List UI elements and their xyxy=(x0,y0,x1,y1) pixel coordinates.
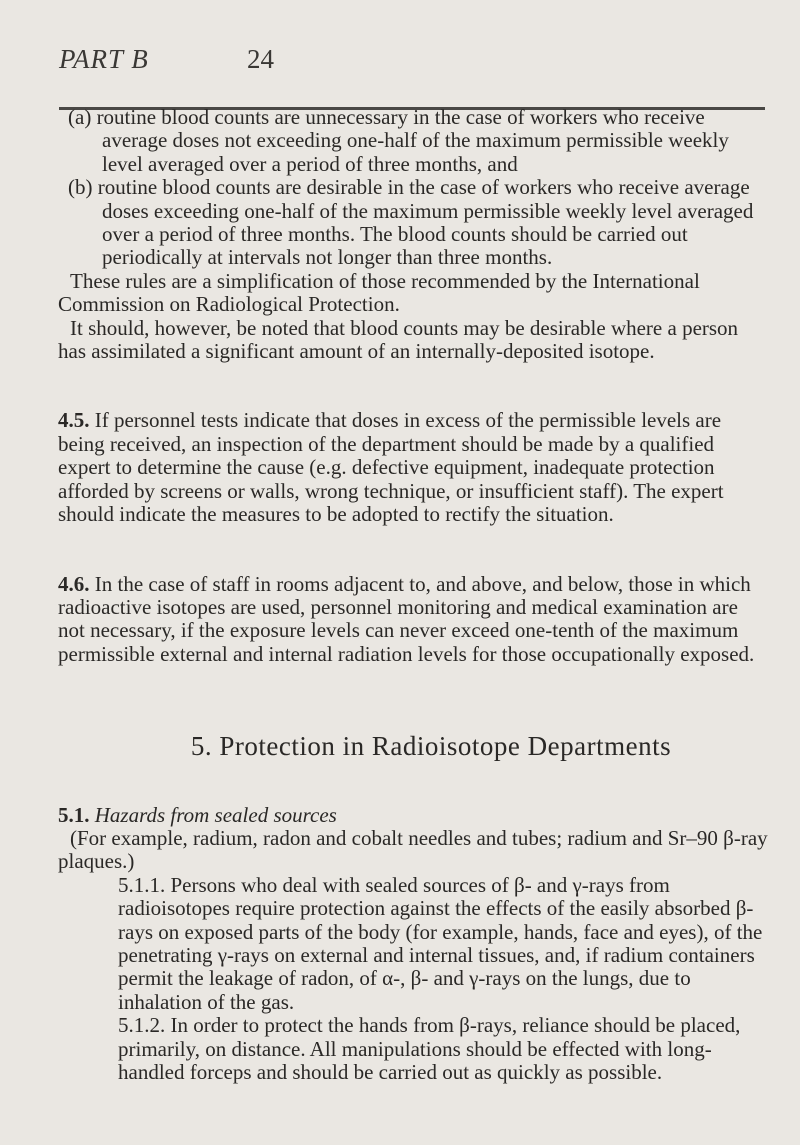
item-b xyxy=(68,176,768,270)
section-4-6-number: 4.6. xyxy=(58,571,90,596)
section-5-1-1-number: 5.1.1. xyxy=(118,872,166,897)
section-5-1-1-text: Persons who deal with sealed sources of β- and γ-rays from radioisotopes require protection against the effects of the easily absorbed β-rays on exposed parts of the body (for example, hands, face and eyes), of the penetrating γ-rays on external and internal tissues, and, if radium containers permit the leakage of radon, of α-, β- and γ-rays on the lungs, due to inhalation of the gas. xyxy=(118,872,763,1014)
page-number: 24 xyxy=(247,44,274,74)
paragraph-note: It should, however, be noted that blood counts may be desirable where a person has assimilated a significant amount of an internally-deposited isotope. xyxy=(58,315,739,364)
body-text xyxy=(58,106,768,1084)
section-5-1-number: 5.1. xyxy=(58,802,90,827)
section-4-6-text: In the case of staff in rooms adjacent to, and above, and below, those in which radioactive isotopes are used, personnel monitoring and medical examination are not necessary, if the exposure levels can never exceed one-tenth of the maximum permissible external and internal radiation levels for those occupationally exposed. xyxy=(58,571,755,666)
section-5-1-2-number: 5.1.2. xyxy=(118,1013,166,1038)
paragraph-rules: These rules are a simplification of those recommended by the International Commission on Radiological Protection. xyxy=(58,268,700,317)
section-4-5-text: If personnel tests indicate that doses in excess of the permissible levels are being received, an inspection of the department should be made by a qualified expert to determine the cause (e.g. defective equipment, inadequate protection afforded by screens or walls, wrong technique, or insufficient staff). The expert should indicate the measures to be adopted to rectify the situation. xyxy=(58,408,724,527)
section-5-1 xyxy=(58,804,768,827)
item-b-label: (b) xyxy=(68,175,93,200)
section-4-5 xyxy=(58,409,768,526)
section-4-5-number: 4.5. xyxy=(58,408,90,433)
section-4-6 xyxy=(58,573,768,667)
item-b-text: routine blood counts are desirable in the case of workers who receive average doses exceeding one-half of the maximum permissible weekly level averaged over a period of three months. The blood counts should be carried out periodically at intervals not longer than three months. xyxy=(97,175,754,270)
part-label: PART B xyxy=(59,44,149,74)
item-a xyxy=(68,106,768,176)
section-5-1-1 xyxy=(58,874,768,1014)
section-5-1-2 xyxy=(58,1014,768,1084)
item-a-text: routine blood counts are unnecessary in the case of workers who receive average doses not exceeding one-half of the maximum permissible weekly level averaged over a period of three months, and xyxy=(96,105,729,176)
section-5-1-2-text: In order to protect the hands from β-rays, reliance should be placed, primarily, on distance. All manipulations should be effected with long-handled forceps and should be carried out as quickly as possible. xyxy=(118,1013,741,1084)
item-a-label: (a) xyxy=(68,105,92,129)
section-5-1-heading: Hazards from sealed sources xyxy=(94,802,337,827)
page-header xyxy=(59,38,765,82)
section-5-1-example: (For example, radium, radon and cobalt needles and tubes; radium and Sr–90 β-ray plaques.) xyxy=(58,825,768,874)
section-5-title: 5. Protection in Radioisotope Departments xyxy=(190,731,672,762)
